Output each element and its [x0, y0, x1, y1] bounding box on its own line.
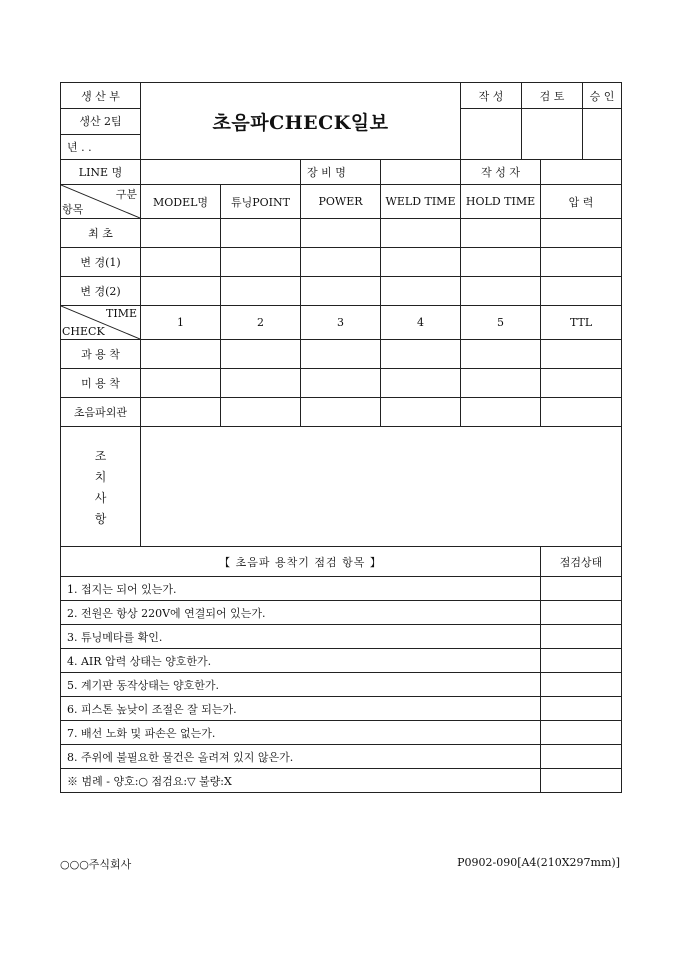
inspection-item: 7. 배선 노화 및 파손은 없는가. — [61, 721, 541, 745]
row-change-1: 변 경(1) — [61, 248, 141, 277]
line-label: LINE 명 — [61, 160, 141, 185]
equip-value[interactable] — [381, 160, 461, 185]
check-corner — [61, 306, 141, 340]
action-label — [61, 427, 141, 547]
cell[interactable] — [541, 369, 622, 398]
sign-write[interactable] — [461, 109, 522, 159]
check-col-1: 1 — [141, 306, 221, 340]
cell[interactable] — [141, 369, 221, 398]
status-cell[interactable] — [541, 721, 622, 745]
check-col-2: 2 — [221, 306, 301, 340]
cell[interactable] — [381, 219, 461, 248]
cell[interactable] — [221, 369, 301, 398]
cell[interactable] — [461, 340, 541, 369]
cell[interactable] — [141, 248, 221, 277]
status-cell[interactable] — [541, 649, 622, 673]
inspection-header: 【 초음파 용착기 점검 항목 】 — [61, 547, 541, 577]
action-content[interactable] — [141, 427, 622, 547]
col-hold-time: HOLD TIME — [461, 185, 541, 219]
inspection-item: 5. 계기판 동작상태는 양호한가. — [61, 673, 541, 697]
cell[interactable] — [221, 219, 301, 248]
row-under-weld: 미 용 착 — [61, 369, 141, 398]
cell[interactable] — [301, 369, 381, 398]
row-change-2: 변 경(2) — [61, 277, 141, 306]
status-cell[interactable] — [541, 625, 622, 649]
cell[interactable] — [461, 277, 541, 306]
cell[interactable] — [301, 248, 381, 277]
status-cell[interactable] — [541, 673, 622, 697]
cell[interactable] — [381, 398, 461, 427]
inspection-item: 6. 피스톤 높낮이 조절은 잘 되는가. — [61, 697, 541, 721]
check-col-3: 3 — [301, 306, 381, 340]
check-col-5: 5 — [461, 306, 541, 340]
cell[interactable] — [301, 398, 381, 427]
approval-review: 검 토 — [522, 83, 583, 108]
equip-label: 장 비 명 — [301, 160, 381, 185]
writer-label: 작 성 자 — [461, 160, 541, 185]
col-pressure: 압 력 — [541, 185, 622, 219]
inspection-item: 4. AIR 압력 상태는 양호한가. — [61, 649, 541, 673]
cell[interactable] — [541, 398, 622, 427]
cell[interactable] — [461, 219, 541, 248]
cell[interactable] — [461, 369, 541, 398]
approval-write: 작 성 — [461, 83, 522, 108]
cell[interactable] — [141, 277, 221, 306]
company-name: ○○○주식회사 — [60, 858, 132, 871]
approval-approve: 승 인 — [589, 89, 615, 103]
col-tuning: 튜닝POINT — [221, 185, 301, 219]
corner-bottom: CHECK — [62, 325, 105, 338]
row-appearance: 초음파외관 — [61, 398, 141, 427]
form-title: 초음파CHECK일보 — [141, 83, 461, 160]
cell[interactable] — [541, 340, 622, 369]
inspection-item: 1. 접지는 되어 있는가. — [61, 577, 541, 601]
cell[interactable] — [221, 340, 301, 369]
cell[interactable] — [461, 248, 541, 277]
cell[interactable] — [541, 248, 622, 277]
row-initial: 최 초 — [61, 219, 141, 248]
corner-top: TIME — [106, 307, 137, 320]
status-cell[interactable] — [541, 745, 622, 769]
cell[interactable] — [541, 219, 622, 248]
cell[interactable] — [221, 398, 301, 427]
cell[interactable] — [381, 277, 461, 306]
cell[interactable] — [221, 277, 301, 306]
dept-cell: 생 산 부 — [61, 83, 141, 109]
cell[interactable] — [301, 277, 381, 306]
date-cell[interactable]: 년 . . — [61, 134, 141, 160]
inspection-item: 3. 튜닝메타를 확인. — [61, 625, 541, 649]
team-cell: 생산 2팀 — [61, 109, 141, 135]
status-cell[interactable] — [541, 577, 622, 601]
status-cell[interactable] — [541, 601, 622, 625]
cell[interactable] — [541, 277, 622, 306]
status-cell[interactable] — [541, 697, 622, 721]
check-col-ttl: TTL — [541, 306, 622, 340]
inspection-item: 2. 전원은 항상 220V에 연결되어 있는가. — [61, 601, 541, 625]
action-char: 조 — [94, 448, 107, 463]
sign-approve[interactable] — [583, 109, 622, 159]
action-char: 치 — [94, 469, 107, 484]
row-over-weld: 과 용 착 — [61, 340, 141, 369]
cell[interactable] — [141, 219, 221, 248]
corner-top: 구분 — [115, 188, 137, 201]
cell[interactable] — [301, 340, 381, 369]
sign-review[interactable] — [522, 109, 583, 159]
check-form — [60, 82, 622, 793]
form-code: P0902-090[A4(210X297mm)] — [457, 856, 620, 869]
cell[interactable] — [381, 248, 461, 277]
cell[interactable] — [461, 398, 541, 427]
corner-bottom: 항목 — [62, 203, 84, 216]
cell[interactable] — [381, 340, 461, 369]
action-char: 항 — [94, 511, 107, 526]
line-value[interactable] — [141, 160, 301, 185]
check-col-4: 4 — [381, 306, 461, 340]
settings-corner — [61, 185, 141, 219]
writer-value[interactable] — [541, 160, 622, 185]
status-cell[interactable] — [541, 769, 622, 793]
col-weld-time: WELD TIME — [381, 185, 461, 219]
cell[interactable] — [141, 340, 221, 369]
action-char: 사 — [94, 490, 107, 505]
cell[interactable] — [221, 248, 301, 277]
cell[interactable] — [381, 369, 461, 398]
status-header: 점검상태 — [541, 547, 622, 577]
inspection-item: 8. 주위에 불필요한 물건은 올려져 있지 않은가. — [61, 745, 541, 769]
cell[interactable] — [141, 398, 221, 427]
legend: ※ 범례 - 양호:○ 점검요:▽ 불량:X — [61, 769, 541, 793]
cell[interactable] — [301, 219, 381, 248]
col-model: MODEL명 — [141, 185, 221, 219]
col-power: POWER — [301, 185, 381, 219]
